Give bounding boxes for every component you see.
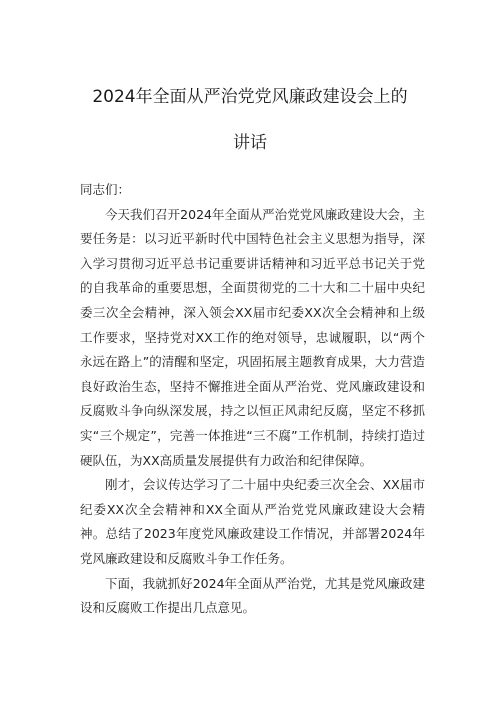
- salutation: 同志们：: [80, 182, 131, 197]
- document-title-line-1: 2024年全面从严治党党风廉政建设会上的: [92, 87, 408, 107]
- paragraph-3: 下面，我就抓好2024年全面从严治党，尤其是党风廉政建设和反腐败工作提出几点意见。: [80, 575, 425, 616]
- document-title-line-2: 讲话: [233, 133, 267, 153]
- document-body: [80, 178, 425, 621]
- paragraph-2: 刚才，会议传达学习了二十届中央纪委三次全会、XX届市纪委XX次全会精神和XX全面从严治党党风廉政建设大会精神。总结了2023年度党风廉政建设工作情况，并部署2024年党风廉政建设和反腐败斗争工作任务。: [80, 477, 425, 566]
- paragraph-1: 今天我们召开2024年全面从严治党党风廉政建设大会，主要任务是：以习近平新时代中国特色社会主义思想为指导，深入学习贯彻习近平总书记重要讲话精神和习近平总书记关于党的自我革命的重要思想，全面贯彻党的二十大和二十届中央纪委三次全会精神，深入领会XX届市纪委XX次全会精神和上级工作要求，坚持党对XX工作的绝对领导，忠诚履职，以“两个永远在路上”的清醒和坚定，巩固拓展主题教育成果，大力营造良好政治生态，坚持不懈推进全面从严治党、党风廉政建设和反腐败斗争向纵深发展，持之以恒正风肃纪反腐，坚定不移抓实“三个规定”，完善一体推进“三不腐”工作机制，持续打造过硬队伍，为XX高质量发展提供有力政治和纪律保障。: [80, 206, 425, 468]
